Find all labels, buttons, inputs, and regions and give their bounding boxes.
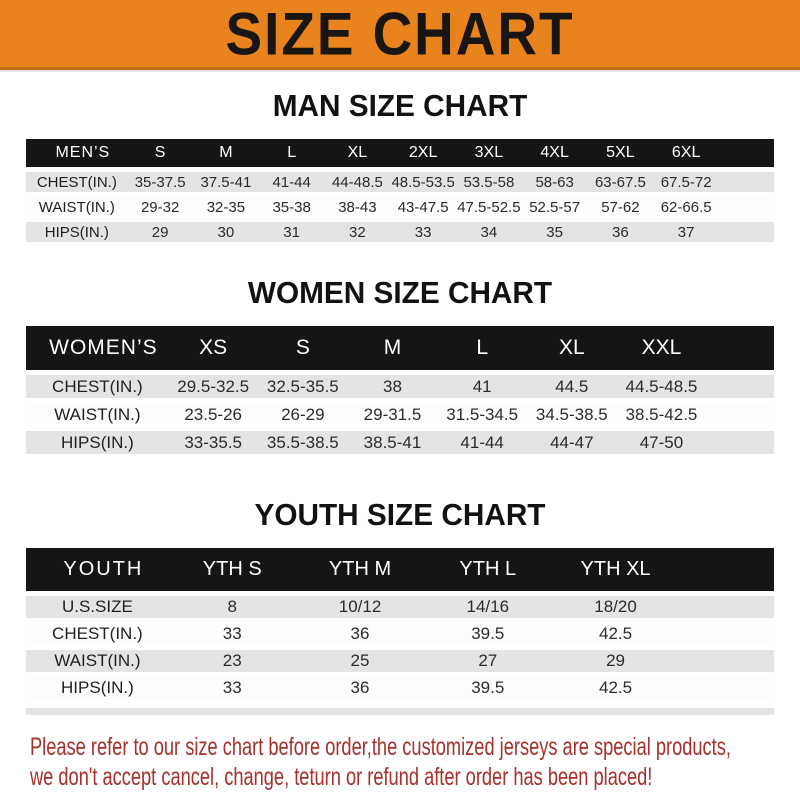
table-header-row xyxy=(26,548,773,591)
size-value-cell: 23 xyxy=(168,650,296,672)
column-header: YTH XL xyxy=(552,548,680,591)
column-header: M xyxy=(348,326,438,370)
size-value-cell: 38 xyxy=(348,375,438,398)
header-pad xyxy=(706,326,773,370)
row-pad xyxy=(719,197,774,217)
size-value-cell: 33 xyxy=(168,623,296,645)
row-label: WAIST(IN.) xyxy=(26,197,127,217)
size-value-cell: 47-50 xyxy=(617,431,707,454)
youth-size-section xyxy=(0,497,800,715)
size-value-cell: 23.5-26 xyxy=(168,403,258,426)
size-value-cell: 44-48.5 xyxy=(325,172,391,192)
youth-size-table xyxy=(26,543,773,704)
size-value-cell: 8 xyxy=(168,596,296,618)
size-value-cell: 32.5-35.5 xyxy=(258,375,348,398)
row-label: WAIST(IN.) xyxy=(26,650,168,672)
row-pad xyxy=(719,172,774,192)
table-header-row xyxy=(26,326,773,370)
size-value-cell: 36 xyxy=(296,677,424,699)
banner-title: SIZE CHART xyxy=(225,0,575,68)
table-header-row xyxy=(26,139,773,167)
size-value-cell: 34.5-38.5 xyxy=(527,403,617,426)
row-label: HIPS(IN.) xyxy=(26,431,168,454)
row-label: HIPS(IN.) xyxy=(26,222,127,242)
row-pad xyxy=(706,403,773,426)
size-value-cell: 10/12 xyxy=(296,596,424,618)
table-group-label: YOUTH xyxy=(26,548,168,591)
table-row xyxy=(26,677,773,699)
size-value-cell: 32 xyxy=(325,222,391,242)
size-value-cell: 36 xyxy=(588,222,654,242)
size-value-cell: 30 xyxy=(193,222,259,242)
size-value-cell: 35-37.5 xyxy=(127,172,193,192)
size-value-cell: 52.5-57 xyxy=(522,197,588,217)
size-value-cell: 43-47.5 xyxy=(390,197,456,217)
size-value-cell: 41-44 xyxy=(259,172,325,192)
table-row xyxy=(26,623,773,645)
size-value-cell: 36 xyxy=(296,623,424,645)
row-pad xyxy=(679,623,773,645)
size-value-cell: 41 xyxy=(437,375,527,398)
size-value-cell: 38.5-41 xyxy=(348,431,438,454)
table-row xyxy=(26,596,773,618)
row-pad xyxy=(679,650,773,672)
size-value-cell: 29-31.5 xyxy=(348,403,438,426)
column-header: 4XL xyxy=(522,139,588,167)
header-pad xyxy=(719,139,774,167)
table-row xyxy=(26,172,773,192)
row-label: WAIST(IN.) xyxy=(26,403,168,426)
size-value-cell: 53.5-58 xyxy=(456,172,522,192)
size-value-cell: 42.5 xyxy=(552,677,680,699)
table-group-label: WOMEN’S xyxy=(26,326,168,370)
size-value-cell: 39.5 xyxy=(424,677,552,699)
women-size-section xyxy=(0,275,800,459)
column-header: 2XL xyxy=(390,139,456,167)
column-header: YTH S xyxy=(168,548,296,591)
row-label: CHEST(IN.) xyxy=(26,623,168,645)
man-section-heading: MAN SIZE CHART xyxy=(272,88,528,123)
size-value-cell: 44-47 xyxy=(527,431,617,454)
size-value-cell: 33 xyxy=(168,677,296,699)
table-group-label: MEN’S xyxy=(26,139,127,167)
size-value-cell: 42.5 xyxy=(552,623,680,645)
table-row xyxy=(26,403,773,426)
row-label: HIPS(IN.) xyxy=(26,677,168,699)
column-header: XL xyxy=(527,326,617,370)
row-label: CHEST(IN.) xyxy=(26,172,127,192)
row-pad xyxy=(679,677,773,699)
column-header: L xyxy=(259,139,325,167)
row-pad xyxy=(706,375,773,398)
size-value-cell: 67.5-72 xyxy=(653,172,719,192)
column-header: XL xyxy=(325,139,391,167)
table-row xyxy=(26,375,773,398)
size-value-cell: 62-66.5 xyxy=(653,197,719,217)
size-value-cell: 31 xyxy=(259,222,325,242)
table-row xyxy=(26,222,773,242)
size-value-cell: 37.5-41 xyxy=(193,172,259,192)
column-header: S xyxy=(258,326,348,370)
column-header: YTH L xyxy=(424,548,552,591)
size-value-cell: 31.5-34.5 xyxy=(437,403,527,426)
disclaimer-note xyxy=(0,732,800,792)
size-value-cell: 44.5-48.5 xyxy=(617,375,707,398)
size-value-cell: 48.5-53.5 xyxy=(391,173,455,191)
row-label: CHEST(IN.) xyxy=(26,375,168,398)
youth-table-bottom-strip xyxy=(26,708,773,715)
column-header: 6XL xyxy=(653,139,719,167)
table-row xyxy=(26,197,773,217)
column-header: XXL xyxy=(617,326,707,370)
size-value-cell: 14/16 xyxy=(424,596,552,618)
size-chart-banner xyxy=(0,0,800,70)
size-value-cell: 27 xyxy=(424,650,552,672)
men-size-table xyxy=(26,134,773,247)
size-value-cell: 32-35 xyxy=(193,197,259,217)
size-value-cell: 35-38 xyxy=(259,197,325,217)
size-value-cell: 38.5-42.5 xyxy=(617,403,707,426)
size-value-cell: 35 xyxy=(522,222,588,242)
column-header: L xyxy=(437,326,527,370)
size-value-cell: 34 xyxy=(456,222,522,242)
women-section-heading: WOMEN SIZE CHART xyxy=(247,275,553,310)
size-value-cell: 29 xyxy=(552,650,680,672)
size-value-cell: 37 xyxy=(653,222,719,242)
size-value-cell: 39.5 xyxy=(424,623,552,645)
row-label: U.S.SIZE xyxy=(26,596,168,618)
row-pad xyxy=(679,596,773,618)
size-value-cell: 35.5-38.5 xyxy=(258,431,348,454)
size-value-cell: 41-44 xyxy=(437,431,527,454)
man-size-section xyxy=(0,88,800,247)
column-header: XS xyxy=(168,326,258,370)
youth-section-heading: YOUTH SIZE CHART xyxy=(254,497,546,532)
size-value-cell: 18/20 xyxy=(552,596,680,618)
size-value-cell: 25 xyxy=(296,650,424,672)
size-value-cell: 63-67.5 xyxy=(588,172,654,192)
row-pad xyxy=(719,222,774,242)
row-pad xyxy=(706,431,773,454)
column-header: 5XL xyxy=(588,139,654,167)
column-header: S xyxy=(127,139,193,167)
size-value-cell: 38-43 xyxy=(325,197,391,217)
table-row xyxy=(26,650,773,672)
size-value-cell: 29 xyxy=(127,222,193,242)
size-value-cell: 44.5 xyxy=(527,375,617,398)
size-value-cell: 29-32 xyxy=(127,197,193,217)
header-pad xyxy=(679,548,773,591)
column-header: 3XL xyxy=(456,139,522,167)
disclaimer-line-2: we don't accept cancel, change, teturn or refund after order has been placed! xyxy=(30,763,653,791)
table-row xyxy=(26,431,773,454)
women-size-table xyxy=(26,321,773,459)
size-value-cell: 26-29 xyxy=(258,403,348,426)
size-value-cell: 57-62 xyxy=(588,197,654,217)
size-value-cell: 29.5-32.5 xyxy=(168,375,258,398)
size-value-cell: 33-35.5 xyxy=(168,431,258,454)
disclaimer-line-1: Please refer to our size chart before order,the customized jerseys are special products, xyxy=(30,733,731,761)
size-value-cell: 33 xyxy=(390,222,456,242)
column-header: M xyxy=(193,139,259,167)
column-header: YTH M xyxy=(296,548,424,591)
size-value-cell: 58-63 xyxy=(522,172,588,192)
size-value-cell: 47.5-52.5 xyxy=(457,198,521,216)
